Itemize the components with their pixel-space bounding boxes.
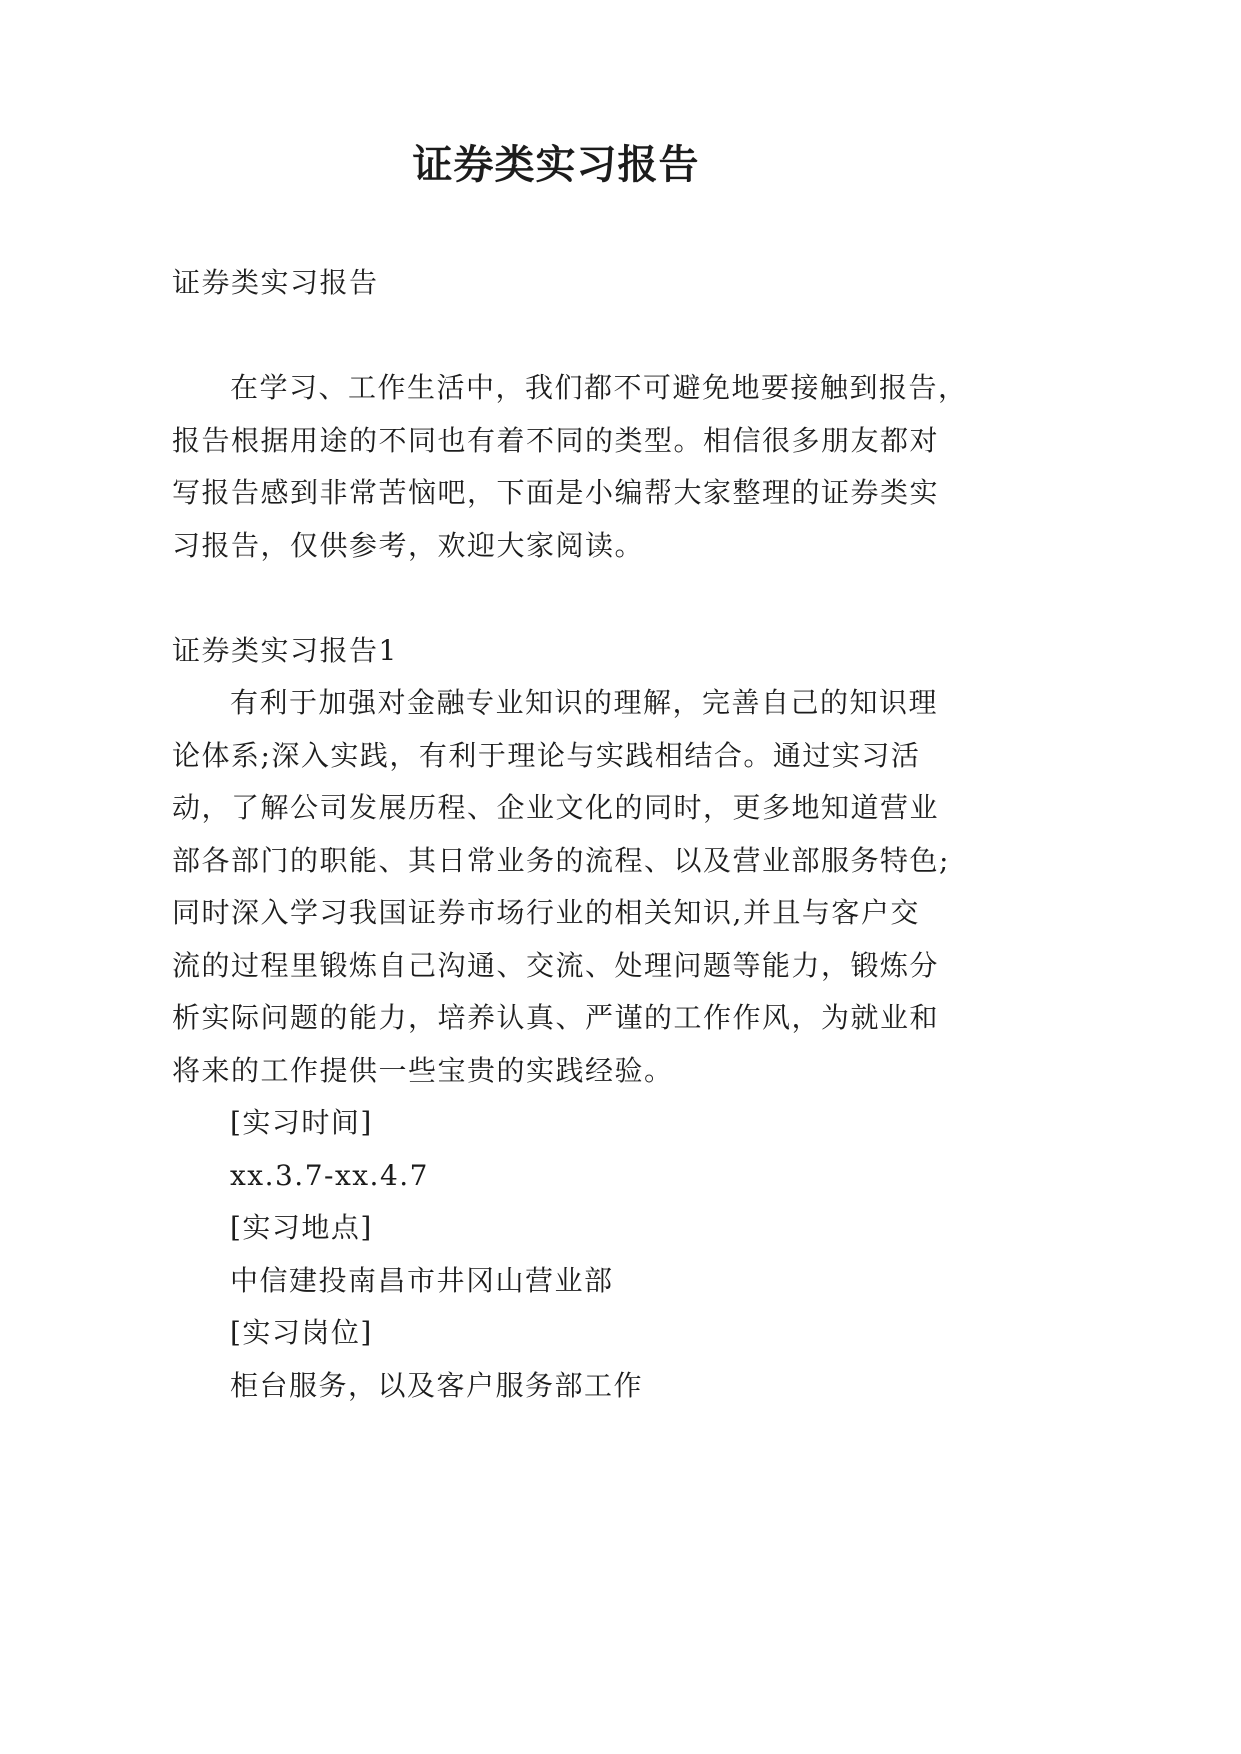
section-line: 动，了解公司发展历程、企业文化的同时，更多地知道营业 [172, 791, 940, 824]
detail-value-position: 柜台服务，以及客户服务部工作 [230, 1368, 644, 1402]
document-subtitle: 证券类实习报告 [172, 266, 379, 299]
section-1 [172, 625, 972, 1413]
intro-line: 报告根据用途的不同也有着不同的类型。相信很多朋友都对 [172, 423, 940, 457]
section-line: 有利于加强对金融专业知识的理解，完善自己的知识理 [230, 686, 939, 719]
intro-line: 在学习、工作生活中，我们都不可避免地要接触到报告， [230, 371, 968, 404]
internship-details [172, 1097, 972, 1412]
detail-value-location: 中信建投南昌市井冈山营业部 [230, 1263, 614, 1297]
detail-value-time: xx.3.7-xx.4.7 [230, 1158, 429, 1192]
intro-line: 习报告，仅供参考，欢迎大家阅读。 [172, 528, 645, 562]
section-line: 将来的工作提供一些宝贵的实践经验。 [172, 1053, 674, 1087]
section-line: 同时深入学习我国证券市场行业的相关知识,并且与客户交 [172, 896, 920, 929]
document-title: 证券类实习报告 [412, 141, 700, 188]
intro-paragraph [172, 362, 972, 572]
section-line: 析实际问题的能力，培养认真、严谨的工作作风，为就业和 [172, 1001, 940, 1034]
intro-line: 写报告感到非常苦恼吧，下面是小编帮大家整理的证券类实 [172, 476, 940, 509]
section-line: 部各部门的职能、其日常业务的流程、以及营业部服务特色; [172, 843, 950, 877]
detail-label-time: [实习时间] [230, 1106, 373, 1139]
document-body [172, 257, 972, 1412]
section-line: 论体系;深入实践，有利于理论与实践相结合。通过实习活 [172, 738, 921, 772]
section-line: 流的过程里锻炼自己沟通、交流、处理问题等能力，锻炼分 [172, 948, 940, 982]
document-page [172, 0, 972, 1754]
section-heading: 证券类实习报告1 [172, 633, 398, 667]
detail-label-location: [实习地点] [230, 1211, 373, 1244]
section-paragraph [172, 677, 972, 1097]
detail-label-position: [实习岗位] [230, 1316, 373, 1349]
